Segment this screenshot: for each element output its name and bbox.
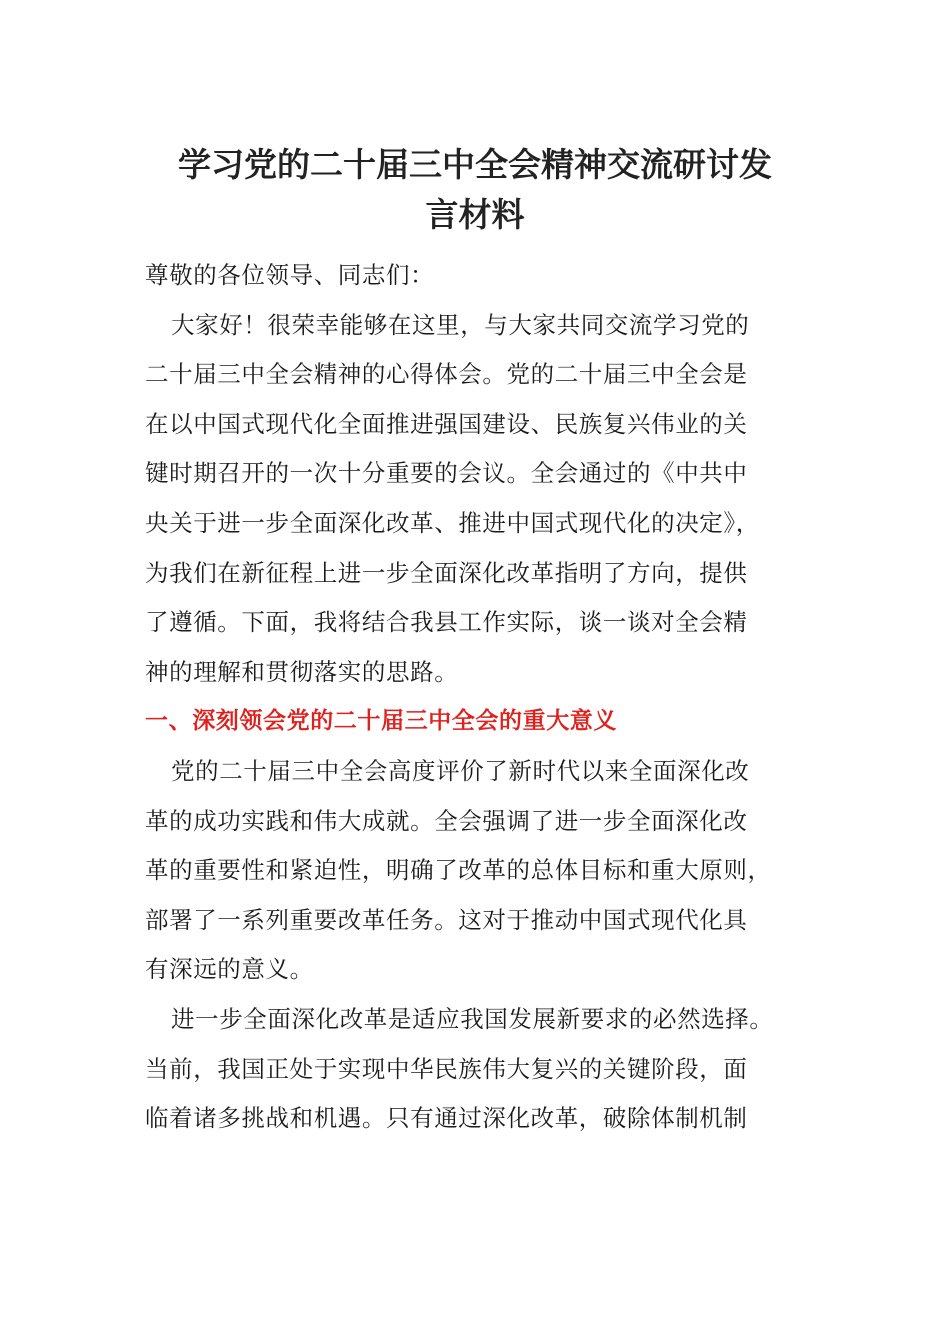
text-line: 大家好！很荣幸能够在这里，与大家共同交流学习党的 xyxy=(171,310,750,339)
title-line: 言材料 xyxy=(425,195,525,234)
section-paragraph xyxy=(145,747,810,995)
text-line: 革的重要性和紧迫性，明确了改革的总体目标和重大原则， xyxy=(145,856,772,885)
title-line: 学习党的二十届三中全会精神交流研讨发 xyxy=(178,145,772,184)
text-line: 键时期召开的一次十分重要的会议。全会通过的《中共中 xyxy=(145,459,748,488)
section-paragraph xyxy=(145,995,810,1144)
text-line: 党的二十届三中全会高度评价了新时代以来全面深化改 xyxy=(171,756,750,785)
document-body xyxy=(145,251,810,1144)
text-line: 在以中国式现代化全面推进强国建设、民族复兴伟业的关 xyxy=(145,409,748,438)
text-line: 革的成功实践和伟大成就。全会强调了进一步全面深化改 xyxy=(145,806,748,835)
text-line: 部署了一系列重要改革任务。这对于推动中国式现代化具 xyxy=(145,905,748,934)
text-line: 当前，我国正处于实现中华民族伟大复兴的关键阶段，面 xyxy=(145,1054,748,1083)
text-line: 临着诸多挑战和机遇。只有通过深化改革，破除体制机制 xyxy=(145,1104,748,1133)
text-line: 神的理解和贯彻落实的思路。 xyxy=(145,657,459,686)
text-line: 进一步全面深化改革是适应我国发展新要求的必然选择。 xyxy=(171,1004,774,1033)
text-line: 二十届三中全会精神的心得体会。党的二十届三中全会是 xyxy=(145,360,748,389)
text-line: 有深远的意义。 xyxy=(145,955,314,984)
intro-paragraph xyxy=(145,301,810,698)
section-heading: 一、深刻领会党的二十届三中全会的重大意义 xyxy=(145,708,617,735)
text-line: 为我们在新征程上进一步全面深化改革指明了方向，提供 xyxy=(145,558,748,587)
salutation: 尊敬的各位领导、同志们： xyxy=(145,261,435,289)
document-title xyxy=(130,140,820,240)
text-line: 央关于进一步全面深化改革、推进中国式现代化的决定》， xyxy=(145,508,760,537)
text-line: 了遵循。下面，我将结合我县工作实际，谈一谈对全会精 xyxy=(145,608,748,637)
